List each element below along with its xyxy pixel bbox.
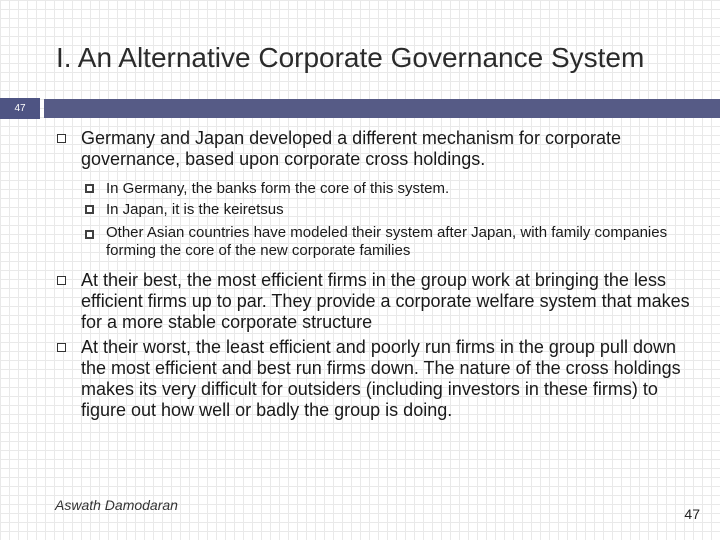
sub-bullet-item xyxy=(0,199,720,220)
slide-number-tab: 47 xyxy=(0,98,40,119)
square-bullet-icon xyxy=(85,184,94,193)
bullet-item xyxy=(0,337,720,421)
square-bullet-icon xyxy=(85,205,94,214)
bullet-text: At their worst, the least efficient and poorly run firms in the group pull down the most efficient and best run firms down. The nature of the cross holdings makes its very difficult for outsiders (including investors in these firms) to figure out how well or badly the group is doing. xyxy=(81,337,681,420)
bullet-text: At their best, the most efficient firms in the group work at bringing the less efficient firms up to par. They provide a corporate welfare system that makes for a more stable corporate structure xyxy=(81,270,690,332)
page-number: 47 xyxy=(684,506,700,522)
square-bullet-icon xyxy=(85,230,94,239)
hollow-square-bullet-icon xyxy=(57,343,66,352)
bullet-item xyxy=(0,270,720,333)
sub-bullet-item xyxy=(0,178,720,199)
sub-bullet-text: Other Asian countries have modeled their system after Japan, with family companies forming the core of the new corporate families xyxy=(106,224,668,259)
bullet-item xyxy=(0,128,720,170)
slide-title: I. An Alternative Corporate Governance System xyxy=(56,42,645,73)
slide-content xyxy=(0,128,720,421)
sub-bullet-text: In Germany, the banks form the core of this system. xyxy=(106,180,450,197)
hollow-square-bullet-icon xyxy=(57,134,66,143)
title-bar xyxy=(44,99,720,118)
bullet-text: Germany and Japan developed a different mechanism for corporate governance, based upon corporate cross holdings. xyxy=(81,128,621,169)
footer-author: Aswath Damodaran xyxy=(55,497,178,513)
hollow-square-bullet-icon xyxy=(57,276,66,285)
sub-bullet-item xyxy=(0,224,720,260)
sub-bullet-text: In Japan, it is the keiretsus xyxy=(106,201,284,218)
